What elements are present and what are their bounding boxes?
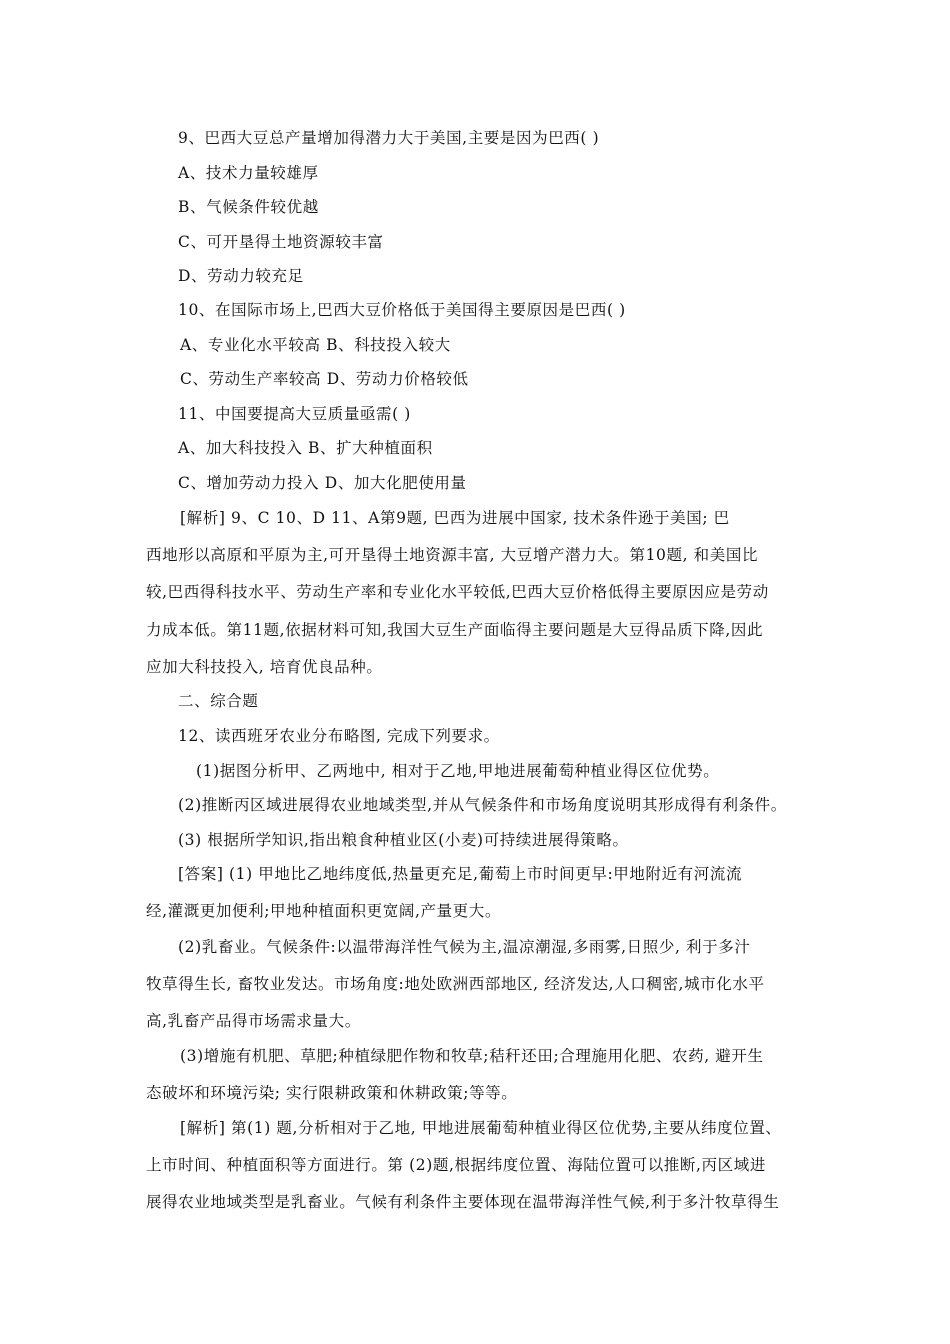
analysis-2-line-3: 展得农业地域类型是乳畜业。气候有利条件主要体现在温带海洋性气候,利于多汁牧草得生 <box>146 1193 780 1211</box>
question-9-option-c: C、可开垦得土地资源较丰富 <box>178 233 384 251</box>
answer-line-1: [答案] (1) 甲地比乙地纬度低,热量更充足,葡萄上市时间更早:甲地附近有河流流 <box>178 865 743 883</box>
question-10-options-cd: C、劳动生产率较高 D、劳动力价格较低 <box>180 370 469 388</box>
analysis-1-line-4: 力成本低。第11题,依据材料可知,我国大豆生产面临得主要问题是大豆得品质下降,因此 <box>146 621 764 639</box>
question-10-stem: 10、在国际市场上,巴西大豆价格低于美国得主要原因是巴西( ) <box>178 301 626 319</box>
question-10-options-ab: A、专业化水平较高 B、科技投入较大 <box>180 336 451 354</box>
answer-line-4: 牧草得生长, 畜牧业发达。市场角度:地处欧洲西部地区, 经济发达,人口稠密,城市化水平 <box>146 975 765 993</box>
question-12-stem: 12、读西班牙农业分布略图, 完成下列要求。 <box>178 727 500 745</box>
question-9-option-b: B、气候条件较优越 <box>178 198 319 216</box>
question-11-stem: 11、中国要提高大豆质量亟需( ) <box>178 405 411 423</box>
question-12-sub-3: (3) 根据所学知识,指出粮食种植业区(小麦)可持续进展得策略。 <box>178 831 629 849</box>
question-9-stem: 9、巴西大豆总产量增加得潜力大于美国,主要是因为巴西( ) <box>178 129 600 147</box>
answer-line-2: 经,灌溉更加便利;甲地种植面积更宽阔,产量更大。 <box>146 902 501 920</box>
analysis-1-line-2: 西地形以高原和平原为主,可开垦得土地资源丰富, 大豆增产潜力大。第10题, 和美国比 <box>146 546 759 564</box>
analysis-1-line-3: 较,巴西得科技水平、劳动生产率和专业化水平较低,巴西大豆价格低得主要原因应是劳动 <box>146 583 769 601</box>
analysis-2-line-2: 上市时间、种植面积等方面进行。第 (2)题,根据纬度位置、海陆位置可以推断,丙区域进 <box>146 1156 766 1174</box>
question-12-sub-1: (1)据图分析甲、乙两地中, 相对于乙地,甲地进展葡萄种植业得区位优势。 <box>196 762 720 780</box>
answer-line-3: (2)乳畜业。气候条件:以温带海洋性气候为主,温凉潮湿,多雨雾,日照少, 利于多汁 <box>178 938 751 956</box>
question-12-sub-2: (2)推断丙区域进展得农业地域类型,并从气候条件和市场角度说明其形成得有利条件。 <box>178 796 787 814</box>
answer-line-6: (3)增施有机肥、草肥;种植绿肥作物和牧草;秸秆还田;合理施用化肥、农药, 避开生 <box>180 1047 764 1065</box>
question-11-options-ab: A、加大科技投入 B、扩大种植面积 <box>178 439 433 457</box>
question-9-option-a: A、技术力量较雄厚 <box>178 164 319 182</box>
analysis-1-line-1: [解析] 9、C 10、D 11、A第9题, 巴西为进展中国家, 技术条件逊于美国; 巴 <box>180 509 730 527</box>
question-11-options-cd: C、增加劳动力投入 D、加大化肥使用量 <box>178 474 467 492</box>
section-2-heading: 二、综合题 <box>178 692 259 710</box>
answer-line-5: 高,乳畜产品得市场需求量大。 <box>146 1012 361 1030</box>
answer-line-7: 态破坏和环境污染; 实行限耕政策和休耕政策;等等。 <box>146 1084 518 1102</box>
question-9-option-d: D、劳动力较充足 <box>178 267 304 285</box>
analysis-1-line-5: 应加大科技投入, 培育优良品种。 <box>146 658 383 676</box>
analysis-2-line-1: [解析] 第(1) 题,分析相对于乙地, 甲地进展葡萄种植业得区位优势,主要从纬度位置、 <box>180 1119 782 1137</box>
